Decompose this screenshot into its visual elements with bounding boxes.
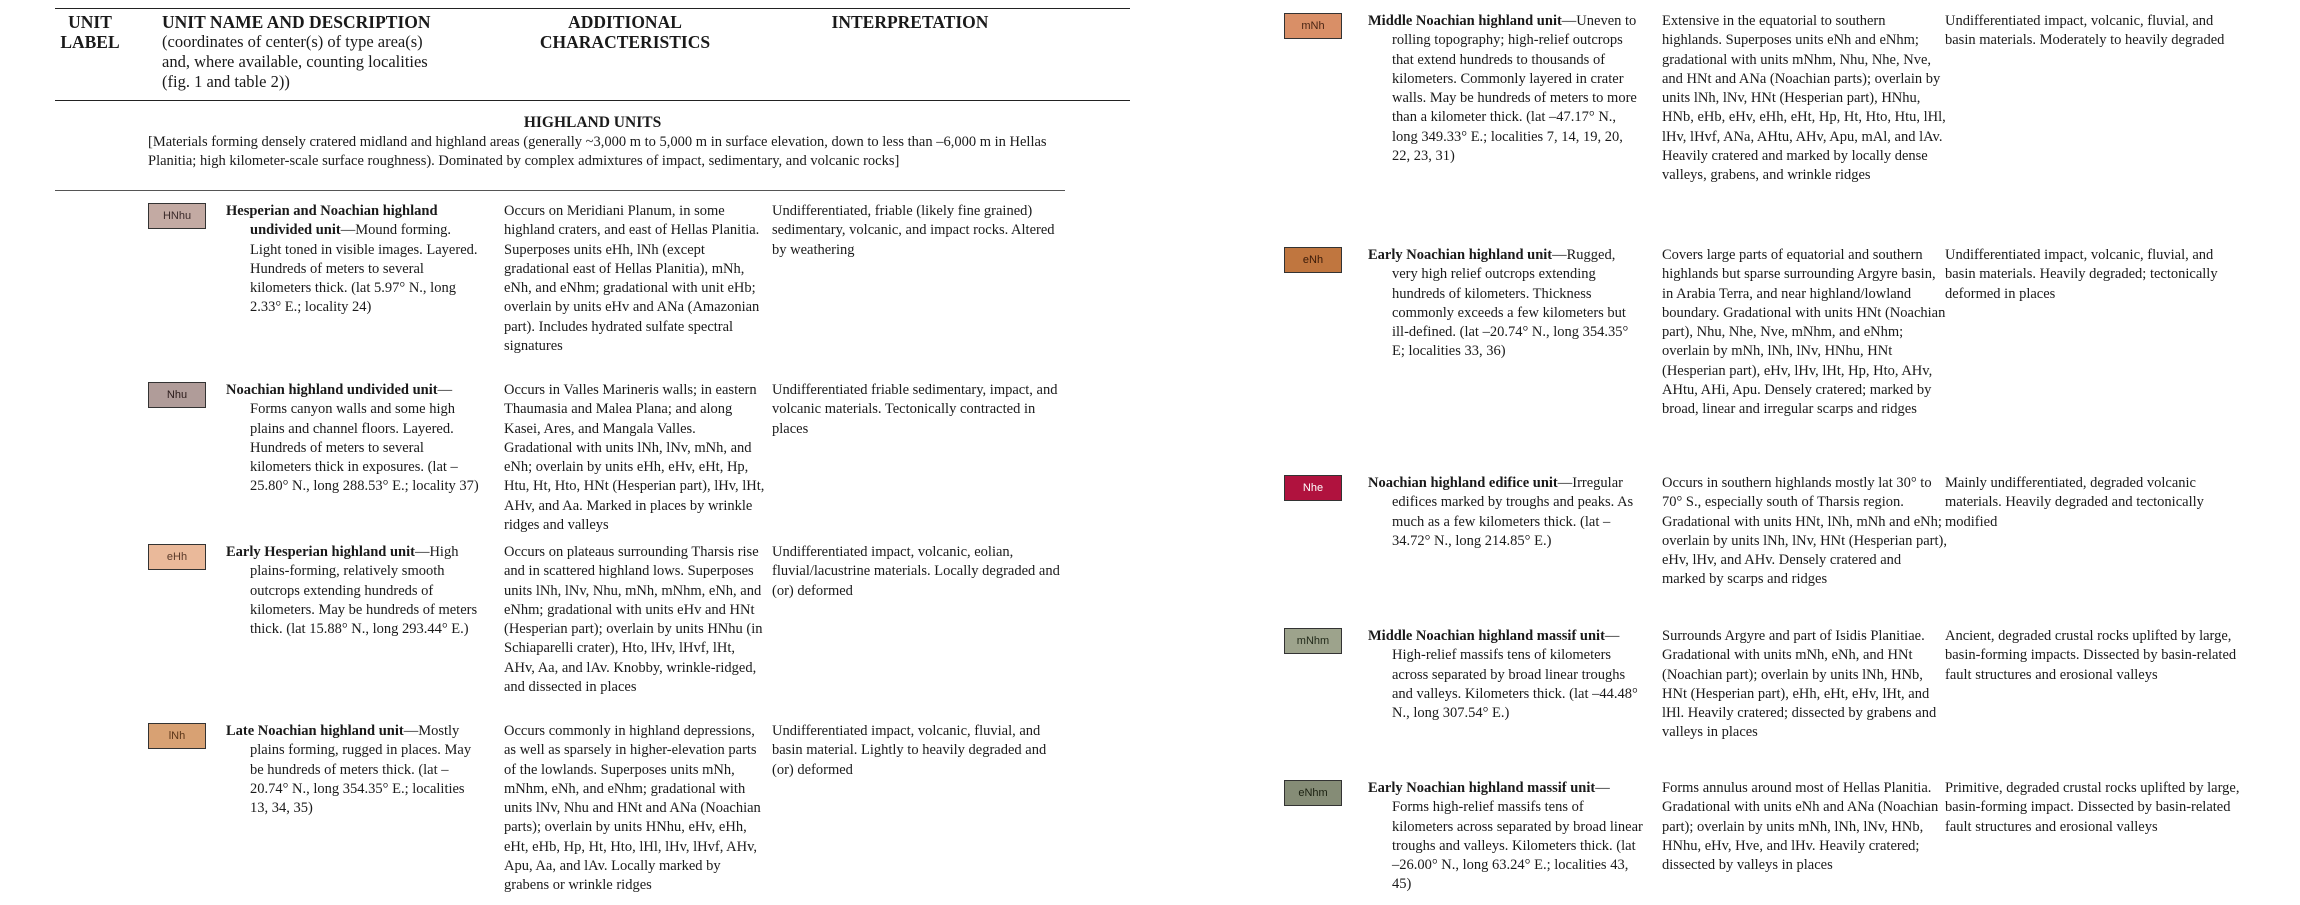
unit-description: —Forms canyon walls and some high plains and channel floors. Layered. Hundreds of meters to several kilometers thick in exposures. (lat –25.80° N., long 288.53° E.; locality 37) xyxy=(250,382,479,495)
name-desc-header-title: UNIT NAME AND DESCRIPTION xyxy=(162,12,431,32)
unit-additional-characteristics: Occurs commonly in highland depressions, as well as sparsely in higher-elevation parts of the lowlands. Superposes units mNh, mNhm, eNh, and eNhm; gradational with units lNv, Nhu and HNt and ANa (Noachian parts); overlain by units HNhu, eHv, eHh, eHt, eHb, Hp, Ht, Hto, lHl, lHv, lHvf, AHv, Apu, Aa, and lAv. Locally marked by grabens or wrinkle ridges xyxy=(504,723,761,894)
unit-label-swatch: lNh xyxy=(148,723,206,749)
unit-interpretation: Undifferentiated impact, volcanic, fluvial, and basin materials. Moderately to heavily degraded xyxy=(1945,13,2225,49)
unit-name: Hesperian and Noachian highland undivided unit xyxy=(226,203,438,239)
unit-label-swatch: mNhm xyxy=(1284,628,1342,654)
unit-label-swatch: HNhu xyxy=(148,203,206,229)
unit-name: Middle Noachian highland unit xyxy=(1368,13,1562,29)
header-bottom-rule xyxy=(55,100,1130,101)
unit-label-swatch: eNh xyxy=(1284,247,1342,273)
unit-additional-characteristics: Occurs in Valles Marineris walls; in eastern Thaumasia and Malea Plana; and along Kasei, Ares, and Mangala Valles. Gradational with units lNh, lNv, mNh, and eNh; overlain by units eHh, eHv, eHt, Hp, Htu, Ht, Hto, HNt (Hesperian part), lHv, lHt, AHv, and Aa. Marked in places by wrinkle ridges and valleys xyxy=(504,382,765,534)
unit-additional-characteristics: Occurs on Meridiani Planum, in some highland craters, and east of Hellas Planitia. Superposes units eHh, lNh (except gradational east of Hellas Planitia), mNh, eNh, and eNhm; gradational with unit eHb; overlain by units eHv and ANa (Amazonian part). Includes hydrated sulfate spectral signatures xyxy=(504,203,760,355)
unit-name-description xyxy=(1368,779,1644,895)
unit-additional-characteristics: Covers large parts of equatorial and southern highlands but sparse surrounding Argyre basin, in Arabia Terra, and near highland/lowland boundary. Gradational with units HNt (Noachian part), Nhu, Nhe, Nve, mNhm, and eNhm; overlain by mNh, lNh, lNv, HNhu, HNt (Hesperian part), eHv, lHv, lHt, Hp, Hto, AHv, AHtu, AHi, Apu. Densely cratered; marked by broad, linear and irregular scarps and ridges xyxy=(1662,247,1946,418)
unit-description: —Irregular edifices marked by troughs and peaks. As much as a few kilometers thick. (lat –34.72° N., long 214.85° E.) xyxy=(1392,475,1634,549)
unit-additional-characteristics: Occurs in southern highlands mostly lat 30° to 70° S., especially south of Tharsis region. Gradational with units HNt, lNh, mNh and eNh; overlain by units lNh, lNv, HNt (Hesperian part), eHv, lHv, and AHv. Densely cratered and marked by scarps and ridges xyxy=(1662,475,1947,588)
unit-label-swatch: Nhe xyxy=(1284,475,1342,501)
unit-description: —High-relief massifs tens of kilometers across separated by broad linear troughs and valleys. Kilometers thick. (lat –44.48° N., long 307.54° E.) xyxy=(1392,628,1638,722)
unit-additional-characteristics: Forms annulus around most of Hellas Planitia. Gradational with units eNh and ANa (Noachian part); overlain by units mNh, lNh, lNv, HNb, HNhu, eHv, Hve, and lHv. Heavily cratered; dissected by valleys in places xyxy=(1662,780,1939,874)
unit-name-description xyxy=(226,543,481,639)
unit-label-swatch: mNh xyxy=(1284,13,1342,39)
unit-interpretation: Ancient, degraded crustal rocks uplifted by large, basin-forming impacts. Dissected by basin-related fault structures and erosional valleys xyxy=(1945,628,2237,683)
unit-name-description xyxy=(1368,246,1644,362)
unit-name: Noachian highland undivided unit xyxy=(226,382,438,398)
unit-name-description xyxy=(1368,12,1644,166)
unit-interpretation: Undifferentiated impact, volcanic, fluvial, and basin material. Lightly to heavily degraded and (or) deformed xyxy=(772,723,1047,778)
unit-name: Early Noachian highland unit xyxy=(1368,247,1553,263)
unit-interpretation: Primitive, degraded crustal rocks uplifted by large, basin-forming impact. Dissected by basin-related fault structures and erosional valleys xyxy=(1945,780,2240,835)
additional-header: ADDITIONAL CHARACTERISTICS xyxy=(539,12,711,52)
name-desc-header-sub: (coordinates of center(s) of type area(s) and, where available, counting localities (fig. 1 and table 2)) xyxy=(162,32,428,91)
unit-interpretation: Undifferentiated impact, volcanic, eolian, fluvial/lacustrine materials. Locally degraded and (or) deformed xyxy=(772,544,1060,599)
section-description: [Materials forming densely cratered midland and highland areas (generally ~3,000 m to 5,000 m in surface elevation, down to less than –6,000 m in Hellas Planitia; high kilometer-scale surface roughness). Dominated by complex admixtures of impact, sedimentary, and volcanic rocks] xyxy=(148,134,1047,169)
unit-description: —Forms high-relief massifs tens of kilometers across separated by broad linear troughs and valleys. Kilometers thick. (lat –26.00° N., long 63.24° E.; localities 43, 45) xyxy=(1392,780,1643,893)
unit-name: Early Hesperian highland unit xyxy=(226,544,415,560)
name-desc-header xyxy=(162,12,502,92)
unit-label-swatch: Nhu xyxy=(148,382,206,408)
unit-interpretation: Mainly undifferentiated, degraded volcanic materials. Heavily degraded and tectonically modified xyxy=(1945,475,2204,530)
unit-additional-characteristics: Occurs on plateaus surrounding Tharsis rise and in scattered highland lows. Superposes units lNh, lNv, Nhu, mNh, mNhm, eNh, and eNhm; gradational with units eHv and HNt (Hesperian part); overlain by units HNhu (in Schiaparelli crater), Hto, lHv, lHvf, lHt, AHv, Aa, and lAv. Knobby, wrinkle-ridged, and dissected in places xyxy=(504,544,763,696)
unit-additional-characteristics: Extensive in the equatorial to southern highlands. Superposes units eNh and eNhm; gradational with units mNhm, Nhu, Nhe, Nve, and HNt and ANa (Noachian parts); overlain by units lNh, lNv, HNt (Hesperian part), HNhu, HNb, eHb, eHv, eHh, eHt, Hp, Ht, Hto, Htu, lHl, lHv, lHvf, ANa, AHtu, AHv, Apu, mAl, and lAv. Heavily cratered and marked by locally dense valleys, grabens, and wrinkle ridges xyxy=(1662,13,1946,184)
unit-name: Noachian highland edifice unit xyxy=(1368,475,1558,491)
interpretation-header: INTERPRETATION xyxy=(831,12,989,32)
unit-name: Middle Noachian highland massif unit xyxy=(1368,628,1605,644)
unit-additional-characteristics: Surrounds Argyre and part of Isidis Planitiae. Gradational with units mNh, eNh, and HNt (Noachian part); overlain by units lNh, HNb, HNt (Hesperian part), eHh, eHt, eHv, lHt, and lHl. Heavily cratered; dissected by grabens and valleys in places xyxy=(1662,628,1937,741)
unit-name-description xyxy=(1368,474,1644,551)
unit-name: Early Noachian highland massif unit xyxy=(1368,780,1596,796)
unit-description: —Uneven to rolling topography; high-relief outcrops that extend hundreds to thousands of kilometers. Commonly layered in crater walls. May be hundreds of meters to more than a kilometer thick. (lat –47.17° N., long 349.33° E.; localities 7, 14, 19, 20, 22, 23, 31) xyxy=(1392,13,1637,165)
unit-interpretation: Undifferentiated, friable (likely fine grained) sedimentary, volcanic, and impact rocks. Altered by weathering xyxy=(772,203,1055,258)
unit-name-description xyxy=(226,722,481,818)
unit-description: —Mound forming. Light toned in visible images. Layered. Hundreds of meters to several kilometers thick. (lat 5.97° N., long 2.33° E.; locality 24) xyxy=(250,222,478,316)
unit-description: —Rugged, very high relief outcrops extending hundreds of kilometers. Thickness commonly exceeds a few kilometers but ill-defined. (lat –20.74° N., long 354.35° E; localities 33, 36) xyxy=(1392,247,1629,360)
unit-interpretation: Undifferentiated friable sedimentary, impact, and volcanic materials. Tectonically contracted in places xyxy=(772,382,1058,437)
unit-label-swatch: eHh xyxy=(148,544,206,570)
unit-label-header: UNIT LABEL xyxy=(60,12,120,52)
section-title: HIGHLAND UNITS xyxy=(523,114,662,131)
unit-interpretation: Undifferentiated impact, volcanic, fluvial, and basin materials. Heavily degraded; tectonically deformed in places xyxy=(1945,247,2218,302)
unit-description: —High plains-forming, relatively smooth outcrops extending hundreds of kilometers. May be hundreds of meters thick. (lat 15.88° N., long 293.44° E.) xyxy=(250,544,478,638)
unit-name: Late Noachian highland unit xyxy=(226,723,404,739)
unit-name-description xyxy=(1368,627,1644,723)
header-top-rule xyxy=(55,8,1130,9)
unit-description: —Mostly plains forming, rugged in places. May be hundreds of meters thick. (lat –20.74° N., long 354.35° E.; localities 13, 34, 35) xyxy=(250,723,472,817)
unit-label-swatch: eNhm xyxy=(1284,780,1342,806)
section-rule xyxy=(55,190,1065,191)
unit-name-description xyxy=(226,381,481,497)
unit-name-description xyxy=(226,202,481,318)
